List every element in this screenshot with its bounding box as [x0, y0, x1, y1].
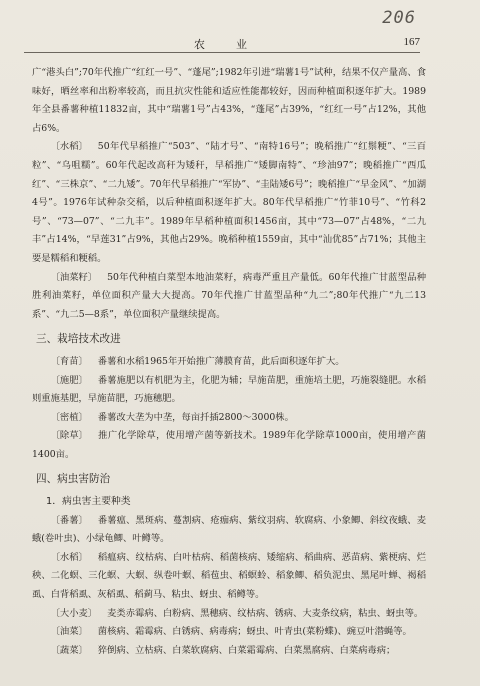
entry-text: 番薯施肥以有机肥为主，化肥为辅；早施苗肥，重施培土肥，巧施裂缝肥。水稻则重施基肥，早施苗肥，巧施穗肥。 — [32, 374, 426, 405]
entry-tag: 〔番薯〕 — [50, 514, 88, 526]
page-number: 167 — [403, 36, 420, 48]
entry-tag: 〔水稻〕 — [50, 141, 88, 153]
rice-pests-paragraph — [32, 549, 426, 605]
sweet-potato-pests-paragraph — [32, 512, 426, 549]
entry-text: 麦类赤霉病、白粉病、黑穗病、纹枯病、锈病、大麦条纹病，粘虫、蚜虫等。 — [107, 607, 424, 619]
entry-tag: 〔施肥〕 — [50, 374, 88, 386]
entry-text: 番薯和水稻1965年开始推广薄膜育苗，此后面积逐年扩大。 — [97, 355, 345, 367]
dense-planting-paragraph — [32, 409, 426, 428]
entry-text: 菌核病、霜霉病、白锈病、病毒病；蚜虫、叶青虫(菜粉蝶)、豌豆叶潜蝇等。 — [97, 626, 412, 638]
rapeseed-varieties-paragraph — [32, 269, 426, 325]
subsection-heading: 1．病虫害主要种类 — [46, 496, 131, 508]
entry-text: 50年代早稻推广“503”、“陆才号”、“南特16号”；晚稻推广“红鬃粳”、“三百粒”、“乌咀糯”。60年代起改高秆为矮秆，早稻推广“矮脚南特”、“珍油97”；晚稻推广“西瓜红”、“三株京”、“二九矮”。70年代早稻推广“军协”、“圭陆矮6号”；晚稻推广“早金风”、“加湖4号”。1976年试种杂交稻，以后种植面积逐年扩大。80年代早稻推广“竹菲10号”、“竹科2号”、“73—07”、“二九丰”。1989年早稻种植面积1456亩，其中“73—07”占48%，“二九丰”占14%，“早莲31”占9%，其他占29%。晚稻种植1559亩，其中“汕优85”占71%；其他主要是糯稻和粳稻。 — [32, 141, 426, 264]
entry-tag: 〔密植〕 — [50, 411, 88, 423]
running-header — [24, 38, 420, 53]
handwritten-page-number: 206 — [382, 8, 416, 28]
seedling-paragraph — [32, 353, 426, 372]
wheat-barley-pests-paragraph — [32, 605, 426, 624]
entry-tag: 〔育苗〕 — [50, 355, 88, 367]
entry-text: 番薯改大垄为中垄，每亩扦插2800～3000株。 — [97, 411, 294, 423]
rapeseed-pests-paragraph — [32, 623, 426, 642]
weeding-paragraph — [32, 427, 426, 464]
intro-paragraph: 广“港头白”;70年代推广“红红一号”、“蓬尾”;1982年引进“瑞薯1号”试种，结果不仅产量高、食味好，晒丝率和出粉率较高，而且抗灾性能和适应性能都较好，因而种植面积逐年扩大。1989年全县番薯种植11832亩，其中“瑞薯1号”占43%，“蓬尾”占39%，“红红一号”占12%，其他占6%。 — [32, 67, 426, 134]
entry-tag: 〔除草〕 — [50, 430, 88, 442]
entry-tag: 〔水稻〕 — [50, 551, 88, 563]
entry-tag: 〔油菜〕 — [50, 626, 88, 638]
rice-varieties-paragraph — [32, 138, 426, 268]
section-heading-pest-control: 四、病虫害防治 — [36, 473, 111, 486]
entry-tag: 〔大小麦〕 — [50, 607, 98, 619]
entry-text: 50年代种植白菜型本地油菜籽，病毒严重且产量低。60年代推广甘蓝型品种胜利油菜籽，单位面积产量大大提高。70年代推广甘蓝型品种“九二”;80年代推广“九二13系”、“九二5—8系”，单位面积产量继续提高。 — [32, 271, 426, 320]
entry-text: 猝倒病、立枯病、白菜软腐病、白菜霜霉病、白菜黑腐病、白菜病毒病； — [97, 644, 396, 656]
entry-text: 番薯瘟、黑斑病、蔓割病、疮痂病、紫纹羽病、软腐病、小象鲫、斜纹夜蛾、麦蛾(卷叶虫)、小绿龟鲫、叶鳟等。 — [32, 514, 426, 545]
page-body — [32, 64, 426, 660]
entry-text: 稻瘟病、纹枯病、白叶枯病、稻菌核病、矮缩病、稻曲病、恶苗病、紫梗病、烂秧、二化螟、三化螟、大螟、纵卷叶螟、稻苞虫、稻螟蛉、稻象鲫、稻负泥虫、黑尾叶蝉、褐稻虱、白背稻虱、灰稻虱、稻蓟马、粘虫、蚜虫、稻鳟等。 — [32, 551, 426, 601]
running-title: 农 业 — [194, 38, 257, 51]
entry-tag: 〔油菜籽〕 — [50, 271, 98, 283]
entry-tag: 〔蔬菜〕 — [50, 644, 88, 656]
fertilizer-paragraph — [32, 372, 426, 409]
vegetable-pests-paragraph — [32, 642, 426, 661]
section-heading-cultivation: 三、栽培技术改进 — [36, 333, 121, 346]
entry-text: 推广化学除草，使用增产菌等新技术。1989年化学除草1000亩，使用增产菌1400亩。 — [32, 430, 426, 460]
